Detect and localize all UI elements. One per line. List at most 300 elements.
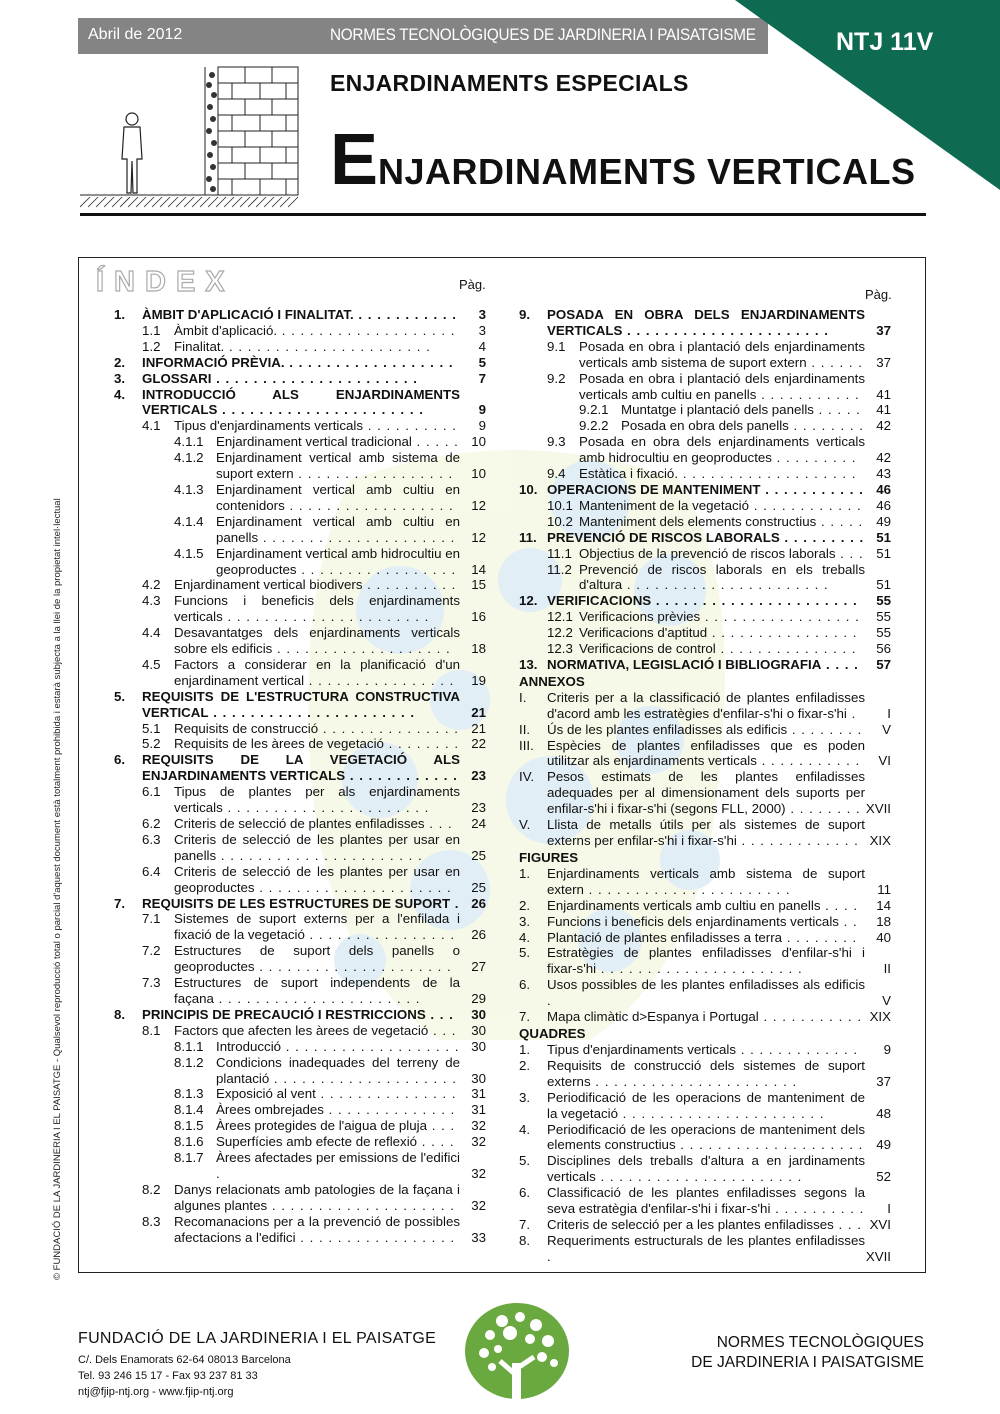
toc-entry-page: XVII <box>865 1248 891 1264</box>
toc-leader-dots: . . . . . . . . . . . . . . . . . . . . . . <box>651 593 858 609</box>
toc-entry[interactable] <box>114 1150 486 1182</box>
toc-entry[interactable] <box>519 657 891 673</box>
toc-entry-title: Exposició al vent <box>216 1086 316 1102</box>
toc-leader-dots: . . . . . . . . . . . . . <box>736 833 859 848</box>
toc-entry-page: V <box>882 721 891 737</box>
toc-entry-page: 42 <box>876 418 891 434</box>
toc-entry[interactable] <box>114 1086 486 1102</box>
toc-entry-page: 10 <box>471 434 486 450</box>
toc-leader-dots: . . . . . . . . . . . . . . . . . . . . . . <box>217 402 424 418</box>
toc-entry[interactable] <box>519 945 891 977</box>
toc-entry-title: Estàtica i fixació. <box>579 466 679 482</box>
toc-entry-page: 4 <box>478 338 486 354</box>
toc-leader-dots: . . . . . . . . . . . . . . . . . . <box>284 497 454 513</box>
toc-leader-dots: . . . . . . . . . . . . . . . <box>318 720 459 736</box>
toc-entry-number: 11.1 <box>547 545 572 561</box>
toc-entry-page: 41 <box>876 386 891 402</box>
toc-leader-dots: . . . <box>428 1022 457 1038</box>
toc-entry-number: 4. <box>519 929 531 945</box>
toc-entry-number: 6.4 <box>142 863 161 879</box>
toc-entry-page: 16 <box>471 609 486 625</box>
toc-entry-page: 7 <box>478 370 486 386</box>
toc-entry-title: Posada en obra i plantació dels enjardinaments verticals amb sistema de suport extern <box>579 338 865 370</box>
toc-entry-number: 11. <box>519 529 537 545</box>
toc-entry-page: 29 <box>471 990 486 1006</box>
toc-entry-title: Àrees afectades per emissions de l'edifici <box>216 1150 460 1166</box>
toc-entry-title: REQUISITS DE LES ESTRUCTURES DE SUPORT <box>142 895 451 911</box>
toc-entry[interactable] <box>519 482 891 498</box>
toc-entry-title: Funcions i beneficis dels enjardinaments verticals <box>174 593 460 625</box>
toc-entry-page: 21 <box>471 704 486 720</box>
page-column-label-1: Pàg. <box>459 277 486 292</box>
toc-entry[interactable] <box>114 387 486 419</box>
toc-entry[interactable] <box>519 371 891 403</box>
toc-leader-dots: . . . . . . . . . . . . <box>345 768 458 784</box>
toc-entry-title: Enjardinament vertical tradicional <box>216 434 412 450</box>
toc-entry[interactable] <box>519 625 891 641</box>
title-rule <box>80 213 926 216</box>
toc-entry-number: 9.4 <box>547 466 566 482</box>
index-section-heading: ANNEXOS <box>519 673 585 689</box>
toc-leader-dots: . . . . . . . . . . . . . . . . . . . . <box>267 1197 455 1213</box>
toc-entry-number: 8.1 <box>142 1022 161 1038</box>
toc-entry-title: Estructures de suport independents de la façana <box>174 975 460 1006</box>
toc-entry-title: Factors que afecten les àrees de vegetació <box>174 1022 429 1038</box>
index-column-left <box>114 307 486 1245</box>
toc-entry[interactable] <box>519 977 891 1009</box>
copyright-note: © FUNDACIÓ DE LA JARDINERIA I EL PAISATGE - Qualsevol reproducció total o parcial d'aquest document està totalment prohibida i estarà subjecta a la llei de la propietat intel·lectual <box>52 498 63 1280</box>
toc-entry-page: 11 <box>877 881 891 897</box>
toc-entry[interactable] <box>114 721 486 737</box>
toc-entry-title: Criteris de selecció de les plantes per usar en geoproductes <box>174 863 460 895</box>
toc-entry[interactable] <box>519 562 891 594</box>
toc-entry-title: Funcions i beneficis dels enjardinaments verticals <box>547 913 839 929</box>
toc-entry[interactable] <box>114 943 486 975</box>
toc-entry-title: Enjardinament vertical amb sistema de suport extern <box>216 450 460 482</box>
footer-norms <box>686 1333 924 1373</box>
toc-entry[interactable] <box>114 1023 486 1039</box>
toc-entry[interactable] <box>519 1185 891 1217</box>
toc-entry-number: 6.1 <box>142 784 161 800</box>
toc-leader-dots: . . . . . . . . . . . . . . . . . . . . . . <box>622 577 829 593</box>
toc-entry-title: Introducció <box>216 1038 282 1054</box>
toc-entry[interactable] <box>114 482 486 514</box>
toc-entry-title: Desavantatges dels enjardinaments verticals sobre els edificis <box>174 625 460 657</box>
toc-leader-dots: . . . . . . . . . . . . . . . . . . . <box>678 466 857 482</box>
toc-entry-page: 3 <box>478 307 486 322</box>
toc-entry[interactable] <box>114 736 486 752</box>
toc-leader-dots: . . . . . . . . . . . . . . . . . . . . . <box>254 879 452 895</box>
toc-leader-dots: . . . . . . . . . . . . . . . <box>715 641 857 657</box>
toc-leader-dots: . . . . . . . . . <box>771 450 857 466</box>
toc-entry-title: Tipus d'enjardinaments verticals <box>547 1041 737 1057</box>
toc-entry-page: 55 <box>876 593 891 609</box>
toc-entry[interactable] <box>114 752 486 784</box>
toc-entry-number: 9. <box>519 307 531 322</box>
toc-entry-title: Manteniment dels elements constructius <box>579 513 817 529</box>
toc-entry-page: 15 <box>471 577 486 593</box>
toc-entry-page: VI <box>878 753 891 769</box>
toc-entry[interactable] <box>114 1007 486 1023</box>
toc-entry-number: 3. <box>519 1089 531 1105</box>
toc-leader-dots: . . . . . . . . <box>788 418 864 434</box>
document-title <box>330 120 916 200</box>
toc-entry[interactable] <box>519 738 891 770</box>
toc-entry-number: 4.1 <box>142 418 161 434</box>
toc-leader-dots: . . . . . . . . . <box>779 529 865 545</box>
toc-entry-number: 8. <box>114 1006 126 1022</box>
toc-entry-page: 56 <box>876 641 891 657</box>
toc-entry-title: PREVENCIÓ DE RISCOS LABORALS <box>547 529 780 545</box>
toc-entry-number: 4. <box>519 1121 531 1137</box>
toc-entry[interactable] <box>114 1055 486 1087</box>
toc-leader-dots: . . . <box>835 545 864 561</box>
toc-leader-dots: . . . . . . . . . . . . . . . . . <box>700 609 860 625</box>
header-date: Abril de 2012 <box>88 26 183 43</box>
toc-entry-title: Muntatge i plantació dels panells <box>621 402 814 418</box>
toc-entry-title: Enjardinament vertical amb cultiu en contenidors <box>216 481 460 513</box>
toc-leader-dots: . . . . . <box>816 513 864 529</box>
toc-entry[interactable] <box>114 371 486 387</box>
toc-entry-number: 4.4 <box>142 625 161 641</box>
toc-entry[interactable] <box>114 816 486 832</box>
toc-leader-dots: . . . . . . . . . . . . . . . . . . . . . . <box>211 370 419 386</box>
toc-entry-number: IV. <box>519 769 535 785</box>
toc-entry[interactable] <box>114 514 486 546</box>
toc-leader-dots: . . . . . . . . . . . . . . . . <box>707 625 858 641</box>
header-norms-title: NORMES TECNOLÒGIQUES DE JARDINERIA I PAISATGISME <box>330 25 756 44</box>
toc-entry[interactable] <box>519 402 891 418</box>
toc-leader-dots: . . . <box>424 816 453 831</box>
toc-entry-page: 5 <box>478 354 486 370</box>
toc-entry-number: 13. <box>519 656 538 672</box>
toc-entry-number: 7. <box>114 895 126 911</box>
toc-entry-number: 9.1 <box>547 338 566 354</box>
toc-leader-dots: . <box>450 895 460 911</box>
toc-leader-dots: . . . . . . . . . . . . . . . . . . . . . . <box>222 609 430 625</box>
toc-leader-dots: . . . <box>427 1118 456 1134</box>
toc-leader-dots: . . . . . . . . . . . . . . . . . . . . . . <box>595 1169 803 1185</box>
toc-entry-title: INFORMACIÓ PRÈVIA. <box>142 354 285 370</box>
toc-entry-number: 10.2 <box>547 513 573 529</box>
toc-entry-page: 41 <box>876 402 891 418</box>
toc-entry-page: 30 <box>471 1006 486 1022</box>
toc-leader-dots: . . . . . . <box>806 354 863 370</box>
toc-entry-page: XVI <box>869 1216 891 1232</box>
toc-entry-page: 3 <box>478 322 486 338</box>
toc-entry-number: 2. <box>114 354 126 370</box>
toc-leader-dots: . . . . . . . . . . . . . . . . . . . <box>272 641 451 657</box>
toc-entry-page: V <box>882 993 891 1009</box>
toc-entry-number: 8.1.2 <box>174 1054 204 1070</box>
toc-entry-title: Verificacions de control <box>579 641 716 657</box>
toc-entry-number: 9.2.2 <box>579 418 609 434</box>
toc-leader-dots: . . . . . . . . . . . . . . . . . . . . <box>269 1070 458 1086</box>
toc-entry-number: 1. <box>114 307 126 322</box>
toc-entry-page: 57 <box>876 656 891 672</box>
toc-entry-number: 1.1 <box>142 322 161 338</box>
toc-entry[interactable] <box>519 498 891 514</box>
toc-entry-title: Recomanacions per a la prevenció de possibles afectacions a l'edifici <box>174 1213 460 1245</box>
toc-leader-dots: . . . . . . . . . . . . . . . . . . . <box>281 1038 460 1054</box>
toc-entry-title: Verificacions d'aptitud <box>579 625 708 641</box>
toc-entry-number: 7. <box>519 1216 531 1232</box>
toc-entry-number: 1.2 <box>142 338 161 354</box>
toc-entry-number: 10.1 <box>547 497 573 513</box>
toc-entry-page: 49 <box>876 513 891 529</box>
toc-entry-title: Criteris de selecció de plantes enfiladisses <box>174 816 425 831</box>
toc-entry[interactable] <box>519 307 891 339</box>
toc-entry-number: 8.1.4 <box>174 1102 204 1118</box>
toc-leader-dots: . . . . . . . . . . . <box>756 386 860 402</box>
toc-entry-number: 10. <box>519 481 538 497</box>
toc-entry[interactable] <box>519 641 891 657</box>
toc-entry[interactable] <box>114 1134 486 1150</box>
toc-entry[interactable] <box>114 307 486 323</box>
toc-entry[interactable] <box>519 609 891 625</box>
toc-entry[interactable] <box>519 769 891 817</box>
toc-entry-number: 8.1.6 <box>174 1134 204 1150</box>
toc-leader-dots: . . . <box>425 1006 454 1022</box>
toc-entry-number: 6.3 <box>142 831 161 847</box>
toc-entry-page: 42 <box>876 450 891 466</box>
toc-entry-title: Enjardinaments verticals amb cultiu en panells <box>547 897 821 913</box>
toc-leader-dots: . . . . <box>821 656 859 672</box>
footer-norms-line1: NORMES TECNOLÒGIQUES <box>716 1334 924 1351</box>
toc-entry-title: Espècies de plantes enfiladisses que es poden utilitzar als enjardinaments verticals <box>547 737 865 769</box>
toc-entry-page: 32 <box>471 1197 486 1213</box>
toc-leader-dots: . . . . . . . . . . . . . . . . . . . . . . <box>617 1105 825 1121</box>
toc-leader-dots: . . . . . . . . . . . <box>760 481 864 497</box>
toc-entry-number: 12.3 <box>547 641 573 657</box>
toc-entry-title: REQUISITS DE L'ESTRUCTURA CONSTRUCTIVA VERTICAL <box>142 688 460 720</box>
toc-entry-number: 8.1.1 <box>174 1038 204 1054</box>
footer-contact <box>78 1330 436 1400</box>
toc-entry-title: Tipus de plantes per als enjardinaments verticals <box>174 784 460 816</box>
toc-entry-number: II. <box>519 721 531 737</box>
toc-entry-number: 8.3 <box>142 1213 161 1229</box>
toc-entry-title: Àmbit d'aplicació. <box>174 322 278 338</box>
toc-entry[interactable] <box>519 817 891 849</box>
toc-entry-title: Usos possibles de les plantes enfiladisses als edificis <box>547 977 865 993</box>
toc-entry[interactable] <box>114 355 486 371</box>
toc-entry[interactable] <box>114 339 486 355</box>
toc-entry[interactable] <box>114 323 486 339</box>
toc-entry-number: 4. <box>114 386 126 402</box>
toc-entry-page: 32 <box>471 1134 486 1150</box>
toc-leader-dots: . . . . . . . . <box>383 736 460 752</box>
toc-entry[interactable] <box>114 450 486 482</box>
toc-leader-dots: . . . . . . . . . . . <box>758 1009 863 1025</box>
toc-entry-number: 4.5 <box>142 656 161 672</box>
toc-entry[interactable] <box>519 690 891 722</box>
toc-entry-page: 9 <box>478 418 486 434</box>
toc-entry-title: Posada en obra dels panells <box>621 418 789 434</box>
toc-leader-dots: . . . . . . . . <box>782 929 858 945</box>
toc-entry-number: 4.1.2 <box>174 450 204 466</box>
toc-entry[interactable] <box>519 1217 891 1233</box>
toc-entry-number: 5.1 <box>142 720 161 736</box>
toc-entry-title: Estratègies de plantes enfiladisses d'enfilar-s'hi i fixar-s'hi <box>547 945 865 977</box>
toc-entry[interactable] <box>519 339 891 371</box>
toc-entry-title: Posada en obra i plantació dels enjardinaments verticals amb cultiu en panells <box>579 370 865 402</box>
toc-entry-title: REQUISITS DE LA VEGETACIÓ ALS ENJARDINAMENTS VERTICALS <box>142 752 460 784</box>
toc-entry-title: Llista de metalls útils per als sistemes de suport externs per enfilar-s'hi i fixar-s'hi <box>547 817 865 848</box>
toc-entry-title: Disciplines dels treballs d'altura a en jardinaments verticals <box>547 1153 865 1185</box>
toc-leader-dots: . . . . . . . . . . . . . . . . . . . . . . <box>208 704 416 720</box>
toc-leader-dots: . . . . . . . . . . . . . <box>736 1041 859 1057</box>
toc-leader-dots: . . . . . . . . . . <box>362 577 457 593</box>
toc-entry[interactable] <box>114 577 486 593</box>
toc-entry-number: 4.1.3 <box>174 481 204 497</box>
toc-entry-title: Finalitat. <box>174 338 225 354</box>
toc-entry-page: 33 <box>471 1229 486 1245</box>
toc-leader-dots: . . . . . . . . . . . . . . . . . <box>293 466 454 482</box>
toc-entry-title: OPERACIONS DE MANTENIMENT <box>547 481 761 497</box>
toc-entry[interactable] <box>519 1233 891 1265</box>
toc-entry[interactable] <box>519 1042 891 1058</box>
toc-entry[interactable] <box>519 514 891 530</box>
toc-entry[interactable] <box>114 1182 486 1214</box>
toc-entry[interactable] <box>519 546 891 562</box>
toc-entry-title: Enjardinament vertical amb hidrocultiu en geoproductes <box>216 545 460 577</box>
toc-leader-dots: . . . . . . . . . . . <box>353 307 457 322</box>
toc-entry[interactable] <box>519 530 891 546</box>
toc-entry[interactable] <box>114 1102 486 1118</box>
toc-entry[interactable] <box>114 689 486 721</box>
toc-entry[interactable] <box>114 911 486 943</box>
toc-entry-page: 12 <box>471 529 486 545</box>
toc-entry[interactable] <box>114 896 486 912</box>
toc-entry[interactable] <box>519 722 891 738</box>
toc-entry-title: Objectius de la prevenció de riscos laborals <box>579 545 836 561</box>
footer-norms-line2: DE JARDINERIA I PAISATGISME <box>691 1354 924 1371</box>
toc-entry-title: Enjardinaments verticals amb sistema de suport extern <box>547 865 865 897</box>
toc-entry[interactable] <box>519 898 891 914</box>
toc-entry-page: 30 <box>471 1022 486 1038</box>
toc-entry-title: Danys relacionats amb patologies de la façana i algunes plantes <box>174 1181 460 1213</box>
toc-leader-dots: . . . . . . . . . . <box>770 1201 865 1217</box>
toc-entry-title: ÀMBIT D'APLICACIÓ I FINALITAT. <box>142 307 354 322</box>
toc-leader-dots: . . <box>838 913 858 929</box>
toc-entry-page: XIX <box>869 833 891 848</box>
toc-entry-number: 5.2 <box>142 736 161 752</box>
toc-entry-page: 51 <box>876 529 891 545</box>
vertical-garden-illustration <box>80 55 300 210</box>
toc-entry-page: 31 <box>471 1102 486 1118</box>
toc-entry-title: Requisits de les àrees de vegetació <box>174 736 384 752</box>
toc-entry[interactable] <box>114 864 486 896</box>
toc-entry[interactable] <box>114 1214 486 1246</box>
toc-entry[interactable] <box>519 1153 891 1185</box>
toc-leader-dots: . . . . . . . . . . . . . . . . <box>304 927 456 943</box>
toc-entry[interactable] <box>114 434 486 450</box>
toc-entry-page: 32 <box>471 1165 486 1181</box>
footer-org: FUNDACIÓ DE LA JARDINERIA I EL PAISATGE <box>78 1330 437 1347</box>
toc-entry-page: 26 <box>471 927 486 943</box>
toc-entry-title: Criteris de selecció per a les plantes enfiladisses <box>547 1216 834 1232</box>
toc-leader-dots: . . . . <box>417 1134 455 1150</box>
toc-entry[interactable] <box>114 1118 486 1134</box>
toc-entry[interactable] <box>519 1009 891 1025</box>
toc-entry-page: 30 <box>471 1070 486 1086</box>
toc-entry[interactable] <box>519 930 891 946</box>
toc-entry[interactable] <box>114 593 486 625</box>
toc-entry-number: 8.1.3 <box>174 1086 204 1102</box>
toc-entry-page: II <box>883 961 891 977</box>
toc-entry[interactable] <box>519 1058 891 1090</box>
toc-leader-dots: . . . <box>833 1216 862 1232</box>
toc-entry-title: Superfícies amb efecte de reflexió <box>216 1134 418 1150</box>
toc-leader-dots: . . . . . . . . <box>787 721 863 737</box>
toc-entry[interactable] <box>114 975 486 1007</box>
toc-entry-number: 5. <box>519 1153 531 1169</box>
toc-entry-page: 52 <box>876 1169 891 1185</box>
toc-leader-dots: . <box>216 1165 221 1181</box>
toc-entry-title: Periodificació de les operacions de manteniment dels elements constructius <box>547 1121 865 1153</box>
toc-entry-number: 4.3 <box>142 593 161 609</box>
toc-entry[interactable] <box>519 1090 891 1122</box>
toc-entry[interactable] <box>114 418 486 434</box>
toc-entry[interactable] <box>519 593 891 609</box>
toc-entry[interactable] <box>519 434 891 466</box>
index-section-heading: FIGURES <box>519 849 579 865</box>
toc-entry-page: 14 <box>876 897 891 913</box>
toc-entry[interactable] <box>519 914 891 930</box>
toc-entry[interactable] <box>519 466 891 482</box>
foundation-logo <box>462 1303 572 1403</box>
toc-entry-number: 4.1.5 <box>174 545 204 561</box>
toc-entry-number: 6. <box>114 752 126 768</box>
toc-entry-page: 24 <box>471 816 486 831</box>
toc-leader-dots: . . . . . . . . . . . . . . . . . . . . . . <box>590 1073 798 1089</box>
toc-entry-page: 23 <box>471 768 486 784</box>
ntj-code: NTJ 11V <box>836 28 934 56</box>
toc-entry[interactable] <box>114 546 486 578</box>
toc-entry[interactable] <box>519 866 891 898</box>
toc-leader-dots: . . . . . . . . . . . . . . . . . . . . . <box>258 529 456 545</box>
toc-leader-dots: . . . . . . . . . . . . . . . . . . . . . <box>254 959 452 975</box>
toc-entry-number: III. <box>519 737 534 753</box>
toc-entry[interactable] <box>519 418 891 434</box>
toc-entry[interactable] <box>114 784 486 816</box>
title-initial: E <box>330 120 379 200</box>
toc-entry-page: 51 <box>876 577 891 593</box>
toc-entry-title: Enjardinament vertical amb cultiu en panells <box>216 513 460 545</box>
toc-entry-page: 30 <box>471 1038 486 1054</box>
toc-entry-title: Manteniment de la vegetació <box>579 497 750 513</box>
toc-entry-page: 32 <box>471 1118 486 1134</box>
toc-entry[interactable] <box>114 625 486 657</box>
toc-entry-number: 4.2 <box>142 577 161 593</box>
toc-entry-page: 51 <box>876 545 891 561</box>
toc-entry[interactable] <box>519 1122 891 1154</box>
toc-leader-dots: . . . . . . . . . . . . . . . . . . . . . . <box>596 961 803 977</box>
toc-entry-title: INTRODUCCIÓ ALS ENJARDINAMENTS VERTICALS <box>142 386 460 418</box>
toc-entry-page: XIX <box>869 1009 891 1025</box>
toc-entry[interactable] <box>114 1039 486 1055</box>
toc-entry-page: I <box>887 705 891 721</box>
toc-entry[interactable] <box>114 832 486 864</box>
toc-entry-title: Posada en obra dels enjardinaments verticals amb hidrocultiu en geoproductes <box>579 434 865 466</box>
toc-entry-number: 4.1.4 <box>174 513 204 529</box>
toc-entry-page: 27 <box>471 959 486 975</box>
toc-entry-title: VERIFICACIONS <box>547 593 652 609</box>
toc-entry[interactable] <box>114 657 486 689</box>
toc-entry-number: 7. <box>519 1009 531 1025</box>
toc-leader-dots: . . . . . . . . . . . . . . . . . . . . . . <box>222 800 430 816</box>
toc-entry-title: Sistemes de suport externs per a l'enfilada i fixació de la vegetació <box>174 911 460 943</box>
